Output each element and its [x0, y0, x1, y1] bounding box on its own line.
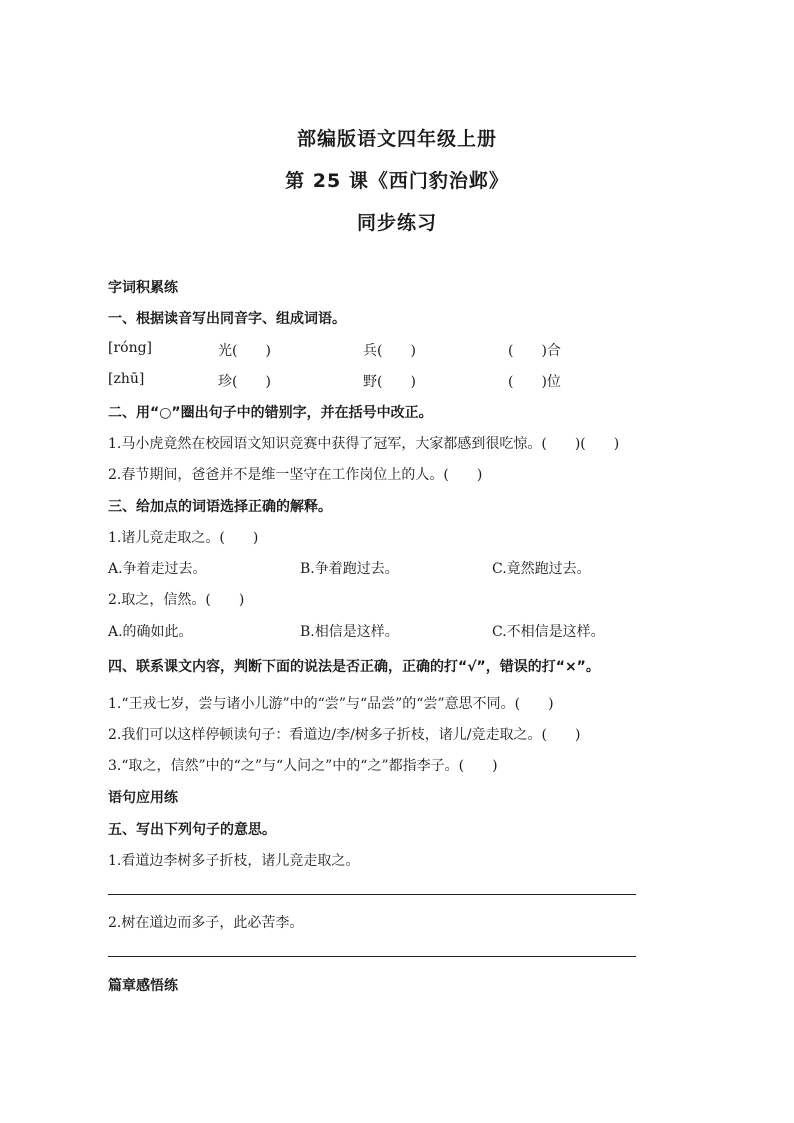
q1-row1-pinyin: [róng]	[108, 340, 153, 356]
section-reading-heading: 篇章感悟练	[108, 978, 178, 994]
q1-row2-b: 野( )	[363, 374, 416, 390]
q4-item2: 2.我们可以这样停顿读句子：看道边/李/树多子折枝，诸儿/竞走取之。( )	[108, 727, 581, 743]
q4-item3: 3.“取之，信然”中的“之”与“人问之”中的“之”都指李子。( )	[108, 758, 498, 774]
worksheet-title: 部编版语文四年级上册	[296, 128, 497, 150]
q3-item2-option-c: C.不相信是这样。	[492, 624, 605, 640]
q4-item1: 1.“王戎七岁，尝与诸小儿游”中的“尝”与“品尝”的“尝”意思不同。( )	[108, 696, 554, 712]
q5-item1: 1.看道边李树多子折枝，诸儿竞走取之。	[108, 853, 360, 869]
q5-item1-answer-line[interactable]	[108, 894, 636, 895]
q2-item2: 2.春节期间，爸爸并不是维一坚守在工作岗位上的人。( )	[108, 467, 483, 483]
q5-item2-answer-line[interactable]	[108, 956, 636, 957]
q1-row2-pinyin: [zhū]	[108, 371, 145, 387]
q1-row1-b: 兵( )	[363, 343, 416, 359]
q5-heading: 五、写出下列句子的意思。	[108, 822, 276, 838]
q4-heading: 四、联系课文内容，判断下面的说法是否正确，正确的打“√”，错误的打“×”。	[108, 659, 600, 675]
section-vocab-heading: 字词积累练	[108, 280, 178, 296]
q1-row2-c: ( )位	[508, 374, 561, 390]
q2-heading: 二、用“○”圈出句子中的错别字，并在括号中改正。	[108, 405, 433, 421]
q1-heading: 一、根据读音写出同音字、组成词语。	[108, 311, 346, 327]
q3-item2-option-b: B.相信是这样。	[300, 624, 399, 640]
q5-item2: 2.树在道边而多子，此必苦李。	[108, 915, 304, 931]
practice-title: 同步练习	[356, 212, 437, 234]
q3-item1-option-b: B.争着跑过去。	[300, 561, 399, 577]
q3-item2-option-a: A.的确如此。	[108, 624, 193, 640]
section-usage-heading: 语句应用练	[108, 790, 178, 806]
q1-row2-a: 珍( )	[218, 374, 271, 390]
q1-row1-a: 光( )	[218, 343, 271, 359]
q3-item1-option-c: C.竟然跑过去。	[492, 561, 591, 577]
q2-item1: 1.马小虎竟然在校园语文知识竞赛中获得了冠军，大家都感到很吃惊。( )( )	[108, 436, 620, 452]
q3-item2: 2.取之，信然。( )	[108, 592, 245, 608]
q1-row1-c: ( )合	[508, 343, 561, 359]
q3-heading: 三、给加点的词语选择正确的解释。	[108, 499, 332, 515]
q3-item1-option-a: A.争着走过去。	[108, 561, 207, 577]
q3-item1: 1.诸儿竞走取之。( )	[108, 530, 259, 546]
lesson-title: 第 25 课《西门豹治邺》	[285, 170, 509, 192]
